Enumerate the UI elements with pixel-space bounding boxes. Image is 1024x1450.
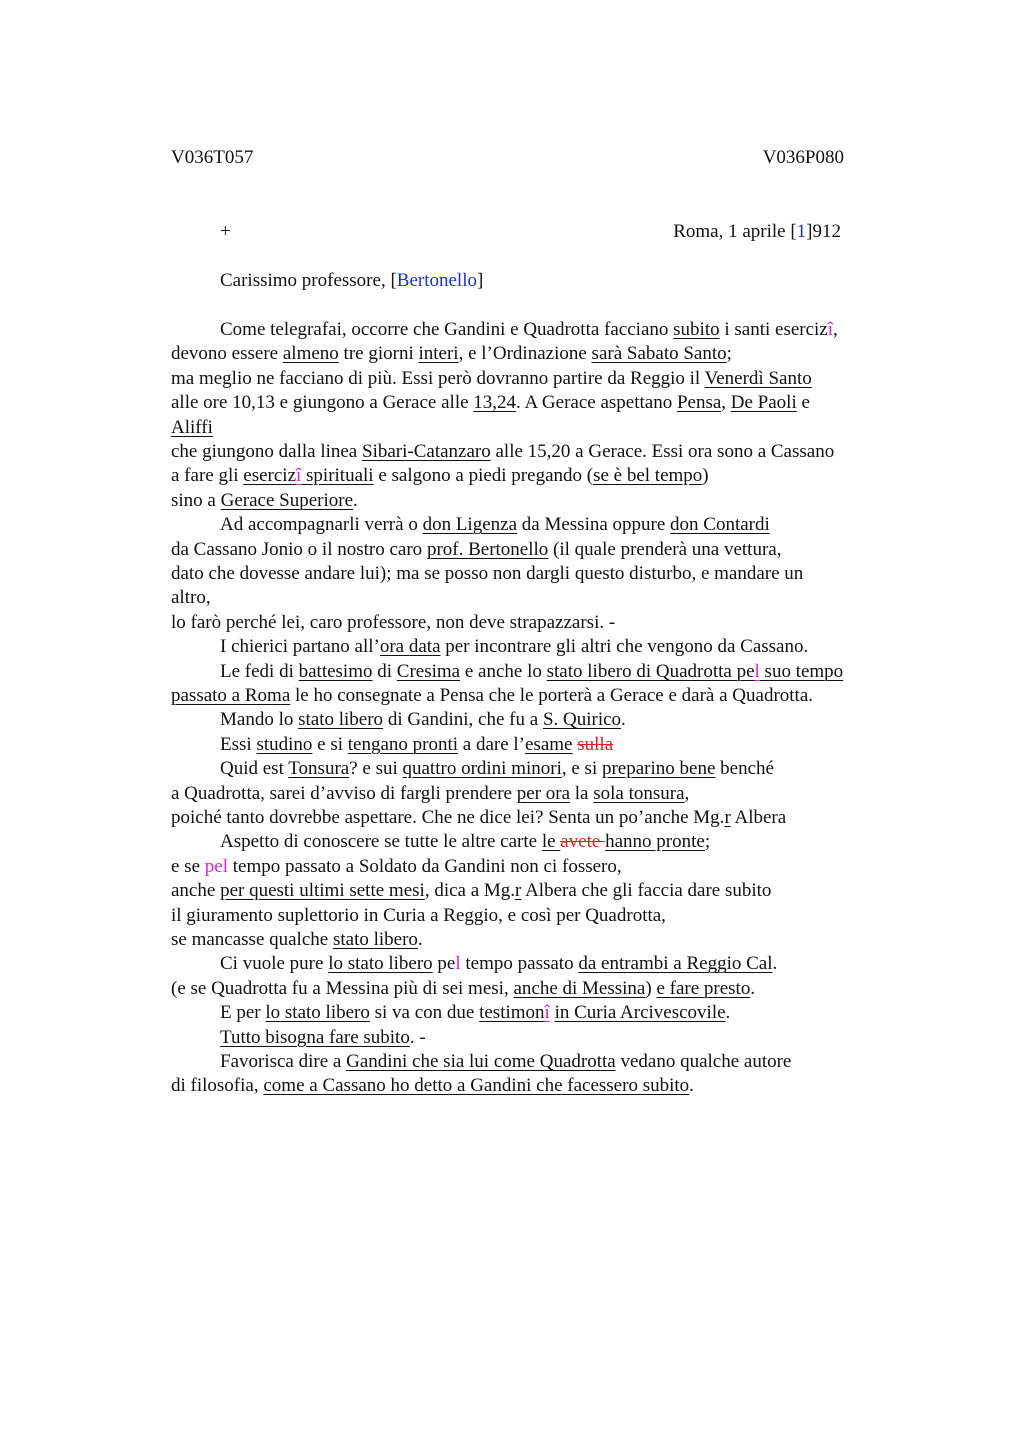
- line-text: per incontrare gli altri che vengono da Cassano.: [440, 636, 809, 658]
- editorial-correction: l: [754, 660, 760, 682]
- underlined-text: don Ligenza: [422, 514, 518, 536]
- underlined-text: esame: [525, 733, 573, 755]
- letter-line: [220, 1001, 730, 1025]
- letter-line: [171, 782, 689, 806]
- letter-line: [220, 1050, 791, 1074]
- underlined-text: in Curia Arcivescovile: [554, 1002, 726, 1024]
- underlined-text: e fare presto: [656, 977, 751, 999]
- underlined-text: sola tonsura: [593, 782, 685, 804]
- line-text: .: [750, 977, 756, 999]
- line-text: ;: [704, 831, 711, 853]
- letter-line: [171, 342, 732, 366]
- line-text: a fare gli: [171, 465, 244, 487]
- struck-text: avete: [560, 831, 606, 853]
- line-text: si va con due: [369, 1002, 480, 1024]
- line-text: ): [645, 977, 657, 999]
- underlined-text: studino: [256, 733, 313, 755]
- line-text: ): [702, 465, 709, 487]
- line-text: .: [417, 929, 423, 950]
- line-text: alle 15,20 a Gerace. Essi ora sono a Cassano: [490, 441, 835, 462]
- underlined-text: Sibari-Catanzaro: [362, 441, 491, 462]
- line-text: di: [372, 660, 397, 682]
- line-text: . -: [409, 1026, 426, 1048]
- line-text: Aspetto di conoscere se tutte le altre carte: [220, 831, 542, 853]
- line-text: il giuramento suplettorio in Curia a Reggio, e così per Quadrotta,: [171, 904, 666, 926]
- line-text: che giungono dalla linea: [171, 441, 362, 462]
- underlined-text: S. Quirico: [542, 709, 622, 731]
- underlined-text: 13,24: [473, 392, 517, 414]
- line-text: E per: [220, 1002, 266, 1024]
- letter-line: [220, 1026, 426, 1050]
- underlined-text: subito: [673, 319, 720, 340]
- date-suffix: ]912: [806, 221, 841, 242]
- letter-line: [171, 586, 211, 610]
- line-text: Ci vuole pure: [220, 953, 329, 975]
- line-text: Ad accompagnarli verrà o: [220, 514, 423, 536]
- line-text: Come telegrafai, occorre che Gandini e Quadrotta facciano: [220, 319, 674, 340]
- letter-line: [171, 367, 812, 391]
- line-text: tempo passato: [460, 953, 579, 975]
- underlined-text: Pensa: [676, 392, 722, 414]
- line-text: (il quale prenderà una vettura,: [548, 538, 782, 560]
- letter-line: [171, 879, 771, 903]
- underlined-text: Cresima: [396, 660, 461, 682]
- letter-line: [220, 830, 710, 854]
- struck-text: sulla: [577, 733, 614, 755]
- line-text: . A Gerace aspettano: [516, 392, 677, 414]
- underlined-text: ora data: [379, 636, 441, 658]
- letter-line: [220, 660, 843, 684]
- salutation-editorial-name: Bertonello: [396, 270, 477, 291]
- underlined-text: lo stato libero: [265, 1002, 370, 1024]
- line-text: e: [796, 392, 810, 414]
- line-text: ? e sui: [349, 758, 403, 780]
- letter-line: [171, 611, 615, 635]
- underlined-text: da entrambi a Reggio Cal: [578, 953, 773, 975]
- line-text: pe: [432, 953, 456, 975]
- line-text: poiché tanto dovrebbe aspettare. Che ne dice lei? Senta un po’anche Mg.: [171, 807, 725, 828]
- underlined-text: stato libero: [298, 709, 384, 731]
- line-text: lo farò perché lei, caro professore, non deve strapazzarsi. -: [171, 611, 616, 633]
- underlined-text: De Paoli: [730, 392, 797, 414]
- line-text: da Messina oppure: [517, 514, 671, 536]
- line-text: ,: [833, 319, 838, 340]
- line-text: Le fedi di: [220, 660, 299, 682]
- letter-line: [171, 416, 213, 440]
- document-id-right: V036P080: [762, 147, 844, 168]
- line-text: sino a: [171, 489, 221, 511]
- line-text: a Quadrotta, sarei d’avviso di fargli prendere: [171, 782, 517, 804]
- letter-line: [220, 757, 774, 781]
- line-text: a dare l’: [458, 733, 526, 755]
- salutation-suffix: ]: [476, 270, 484, 291]
- letter-line: [171, 1074, 694, 1098]
- line-text: .: [689, 1075, 694, 1097]
- line-text: Albera che gli faccia dare subito: [521, 880, 772, 902]
- cross-mark: +: [220, 221, 231, 242]
- underlined-text: prof. Bertonello: [426, 538, 549, 560]
- letter-line: [171, 977, 755, 1001]
- line-text: Albera: [730, 807, 787, 828]
- underlined-text: interi: [418, 343, 459, 365]
- salutation-prefix: Carissimo professore, [: [220, 270, 397, 291]
- line-text: dato che dovesse andare lui); ma se posso non dargli questo disturbo, e mandare un: [171, 563, 804, 584]
- dateline: [673, 221, 841, 243]
- line-text: alle ore 10,13 e giungono a Gerace alle: [171, 392, 474, 414]
- letter-line: [171, 562, 803, 586]
- editorial-correction: l: [455, 953, 461, 975]
- line-text: I chierici partano all’: [220, 636, 380, 658]
- line-text: ,: [721, 392, 731, 414]
- letter-line: [220, 635, 808, 659]
- underlined-text: per ora: [516, 782, 571, 804]
- line-text: .: [772, 953, 778, 975]
- letter-line: [171, 440, 834, 464]
- letter-line: [220, 952, 777, 976]
- letter-line: [171, 928, 423, 952]
- line-text: tre giorni: [338, 343, 419, 365]
- line-text: ,: [684, 782, 690, 804]
- underlined-text: lo stato libero: [328, 953, 433, 975]
- letter-line: [220, 708, 626, 732]
- line-text: e si: [312, 733, 348, 755]
- underlined-text: testimon: [479, 1002, 545, 1024]
- line-text: e se: [171, 855, 205, 877]
- underlined-text: suo tempo: [759, 660, 844, 682]
- editorial-correction: î: [296, 465, 302, 487]
- underlined-text: r: [515, 880, 522, 902]
- underlined-text: per questi ultimi sette mesi: [220, 880, 425, 902]
- line-text: i santi eserciz: [719, 319, 828, 340]
- line-text: .: [621, 709, 626, 731]
- letter-line: [171, 538, 781, 562]
- underlined-text: Tutto bisogna fare subito: [220, 1026, 410, 1048]
- line-text: .: [353, 489, 358, 511]
- underlined-text: don Contardi: [670, 514, 770, 536]
- letter-line: [220, 318, 838, 342]
- underlined-text: passato a Roma: [171, 685, 291, 706]
- letter-line: [220, 513, 770, 537]
- line-text: le ho consegnate a Pensa che le porterà a Gerace e darà a Quadrotta.: [290, 685, 814, 706]
- underlined-text: se è bel tempo: [593, 465, 703, 487]
- letter-line: [171, 806, 786, 830]
- underlined-text: come a Cassano ho detto a Gandini che facessero subito: [263, 1075, 690, 1097]
- line-text: e salgono a piedi pregando (: [373, 465, 594, 487]
- line-text: vedano qualche autore: [615, 1051, 792, 1072]
- letter-line: [171, 489, 358, 513]
- line-text: (e se Quadrotta fu a Messina più di sei mesi,: [171, 977, 514, 999]
- underlined-text: quattro ordini minori: [402, 758, 562, 780]
- underlined-text: Gerace Superiore: [220, 489, 354, 511]
- line-text: da Cassano Jonio o il nostro caro: [171, 538, 427, 560]
- underlined-text: tengano pronti: [347, 733, 459, 755]
- letter-line: [171, 464, 709, 488]
- letter-line: [171, 904, 666, 928]
- editorial-correction: pel: [204, 855, 228, 877]
- letter-line: [220, 733, 613, 757]
- line-text: tempo passato a Soldato da Gandini non ci fossero,: [227, 855, 622, 877]
- letter-line: [171, 684, 813, 708]
- line-text: se mancasse qualche: [171, 929, 333, 950]
- underlined-text: sarà Sabato Santo: [591, 343, 727, 365]
- underlined-text: stato libero: [332, 929, 418, 950]
- editorial-correction: î: [544, 1002, 550, 1024]
- line-text: Favorisca dire a: [220, 1051, 347, 1072]
- salutation: [220, 270, 483, 292]
- underlined-text: eserciz: [243, 465, 296, 487]
- underlined-text: stato libero di Quadrotta pe: [546, 660, 755, 682]
- underlined-text: Gandini che sia lui come Quadrotta: [346, 1051, 616, 1072]
- date-editorial-insert: 1: [796, 221, 807, 242]
- line-text: .: [725, 1002, 731, 1024]
- line-text: Quid est: [220, 758, 289, 780]
- date-prefix: Roma, 1 aprile [: [673, 221, 797, 242]
- line-text: e anche lo: [460, 660, 547, 682]
- underlined-text: hanno pronte: [605, 831, 705, 853]
- line-text: Essi: [220, 733, 257, 755]
- line-text: altro,: [171, 587, 211, 609]
- underlined-text: preparino bene: [601, 758, 716, 780]
- underlined-text: almeno: [282, 343, 339, 365]
- line-text: devono essere: [171, 343, 283, 365]
- underlined-text: spirituali: [301, 465, 374, 487]
- underlined-text: Venerdì Santo: [704, 367, 812, 389]
- line-text: di Gandini, che fu a: [383, 709, 543, 731]
- document-id-left: V036T057: [171, 147, 254, 168]
- line-text: , dica a Mg.: [424, 880, 516, 902]
- line-text: ;: [726, 343, 732, 365]
- line-text: , e l’Ordinazione: [458, 343, 592, 365]
- line-text: Mando lo: [220, 709, 299, 731]
- line-text: di filosofia,: [171, 1075, 264, 1097]
- letter-line: [171, 391, 810, 415]
- line-text: anche: [171, 880, 221, 902]
- line-text: la: [570, 782, 594, 804]
- editorial-correction: î: [827, 319, 834, 340]
- underlined-text: r: [724, 807, 731, 828]
- underlined-text: anche di Messina: [513, 977, 646, 999]
- underlined-text: Tonsura: [288, 758, 350, 780]
- underlined-text: le: [541, 831, 561, 853]
- underlined-text: battesimo: [298, 660, 373, 682]
- letter-line: [171, 855, 622, 879]
- line-text: , e si: [561, 758, 602, 780]
- line-text: benché: [715, 758, 774, 780]
- line-text: ma meglio ne facciano di più. Essi però dovranno partire da Reggio il: [171, 367, 705, 389]
- underlined-text: Aliffi: [171, 416, 213, 438]
